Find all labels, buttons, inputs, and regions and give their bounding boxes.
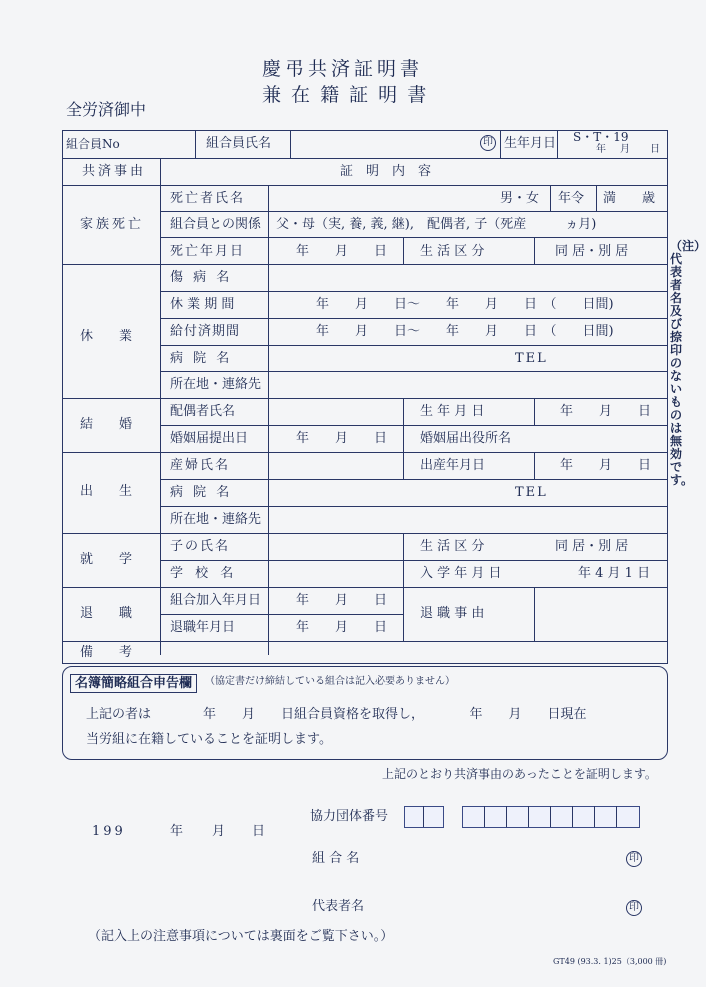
relation-options[interactable]: 父・母（実, 養, 義, 継), 配偶者, 子（死産 ヵ月) — [276, 217, 597, 232]
retire-date-value: 年 月 日 — [296, 620, 388, 635]
pay-period-value: 年 月 日〜 年 月 日 （ 日間) — [316, 324, 614, 339]
hospital-label: 病 院 名 — [170, 351, 233, 366]
certify-text: 上記のとおり共済事由のあったことを証明します。 — [382, 767, 657, 781]
enroll-date-value: 年 4 月 1 日 — [578, 566, 651, 581]
spouse-name-label: 配偶者氏名 — [170, 404, 236, 419]
cohabit-options[interactable]: 同 居・別 居 — [555, 244, 629, 259]
spouse-birthday-label: 生 年 月 日 — [420, 404, 485, 419]
rep-seal: 印 — [626, 900, 642, 916]
remarks-label: 備 考 — [80, 645, 133, 660]
mother-name-label: 産婦氏名 — [170, 458, 231, 473]
birth-day: 日 — [650, 144, 660, 155]
footer-month: 月 — [212, 824, 226, 839]
birth-month: 月 — [620, 144, 630, 155]
roster-title: 名簿簡略組合申告欄 — [70, 674, 197, 693]
leave-label: 休 業 — [80, 329, 133, 344]
group-no-label: 協力団体番号 — [310, 809, 389, 824]
union-name-label: 組 合 名 — [312, 851, 360, 866]
gender-options[interactable]: 男・女 — [500, 191, 540, 206]
side-note: （注）代表者名及び捺印のないものは無効です。 — [670, 239, 706, 487]
organization: 全労済御中 — [66, 100, 147, 119]
child-name-label: 子の氏名 — [170, 539, 231, 554]
retire-label: 退 職 — [80, 606, 133, 621]
death-date-value: 年 月 日 — [296, 244, 388, 259]
footer-year: 年 — [170, 824, 184, 839]
school-cohabit-options[interactable]: 同 居・別 居 — [555, 539, 629, 554]
content-header: 証 明 内 容 — [340, 164, 432, 179]
title-line1: 慶弔共済証明書 — [262, 58, 424, 80]
roster-line1: 上記の者は 年 月 日組合員資格を取得し， 年 月 日現在 — [86, 707, 587, 722]
footer-notice: （記入上の注意事項については裏面をご覧下さい。） — [88, 929, 394, 944]
school-life-status-label: 生 活 区 分 — [420, 539, 485, 554]
family-death-label: 家族死亡 — [80, 217, 145, 232]
join-date-value: 年 月 日 — [296, 593, 388, 608]
member-no-field[interactable] — [146, 132, 192, 156]
footer-year-prefix: 199 — [92, 824, 126, 839]
title-line2: 兼 在 籍 証 明 書 — [262, 84, 429, 106]
join-date-label: 組合加入年月日 — [170, 593, 262, 608]
member-name-label: 組合員氏名 — [206, 136, 272, 151]
enroll-date-label: 入 学 年 月 日 — [420, 566, 502, 581]
footer-day: 日 — [252, 824, 266, 839]
union-seal: 印 — [626, 851, 642, 867]
roster-line2: 当労組に在籍していることを証明します。 — [86, 732, 332, 747]
marriage-label: 結 婚 — [80, 417, 133, 432]
form-code: GT49 (93.3. 1)25（3,000 冊) — [553, 957, 667, 966]
reason-header: 共済事由 — [82, 164, 147, 179]
leave-period-label: 休 業 期 間 — [170, 297, 235, 312]
illness-label: 傷 病 名 — [170, 270, 233, 285]
birth-address-label: 所在地・連絡先 — [170, 512, 262, 527]
pay-period-label: 給付済期間 — [170, 324, 241, 339]
school-label: 就 学 — [80, 552, 133, 567]
relation-label: 組合員との関係 — [170, 217, 262, 232]
school-name-label: 学 校 名 — [170, 566, 238, 581]
seal-mark: 印 — [480, 135, 496, 151]
group-no-boxes[interactable] — [404, 806, 640, 828]
birth-event-label: 出 生 — [80, 484, 133, 499]
birth-tel-label: TEL — [515, 485, 548, 500]
age-label: 年令 — [558, 191, 585, 206]
death-date-label: 死亡年月日 — [170, 244, 246, 259]
member-no-label: 組合員No — [66, 137, 120, 151]
leave-period-value: 年 月 日〜 年 月 日 （ 日間) — [316, 297, 614, 312]
roster-note: （協定書だけ締結している組合は記入必要ありません） — [205, 676, 455, 687]
marriage-date-value: 年 月 日 — [296, 431, 388, 446]
tel-label: TEL — [515, 351, 548, 366]
birth-year: 年 — [596, 144, 606, 155]
rep-name-label: 代表者名 — [312, 899, 365, 914]
deceased-name-label: 死亡者氏名 — [170, 191, 246, 206]
retire-reason-label: 退 職 事 由 — [420, 606, 485, 621]
birth-date-label: 出産年月日 — [420, 458, 486, 473]
era-label: S・T・19 — [573, 130, 629, 144]
retire-date-label: 退職年月日 — [170, 620, 236, 635]
marriage-office-label: 婚姻届出役所名 — [420, 431, 512, 446]
spouse-birthday-value: 年 月 日 — [560, 404, 652, 419]
full-age-value: 満 歳 — [603, 191, 656, 206]
address-label: 所在地・連絡先 — [170, 377, 262, 392]
birth-date-value: 年 月 日 — [560, 458, 652, 473]
marriage-date-label: 婚姻届提出日 — [170, 431, 249, 446]
life-status-label: 生 活 区 分 — [420, 244, 485, 259]
birth-label: 生年月日 — [504, 136, 557, 151]
birth-hospital-label: 病 院 名 — [170, 485, 233, 500]
